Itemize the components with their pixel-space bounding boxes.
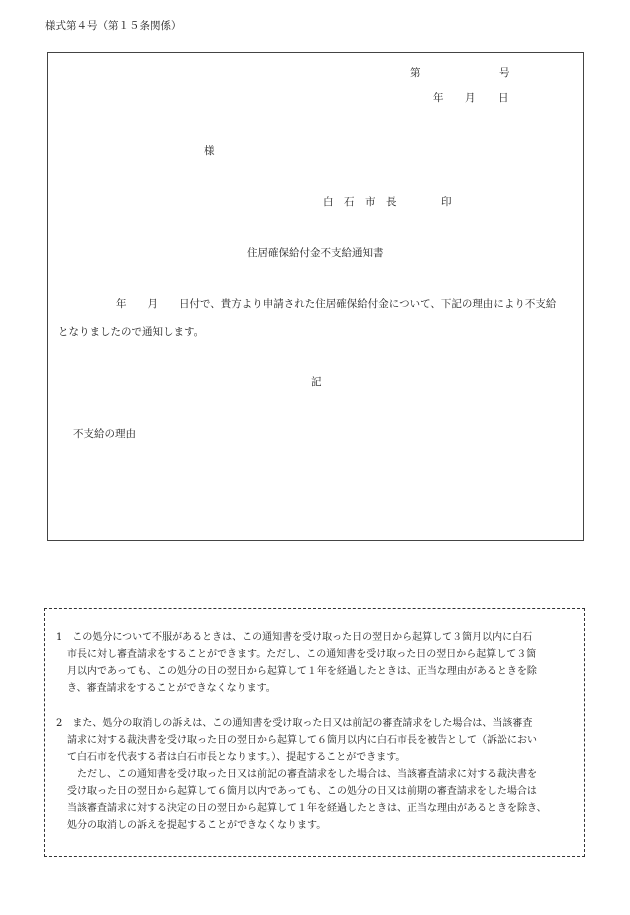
document-number-prefix: 第 [410, 67, 421, 79]
notice-form-box [47, 52, 584, 541]
body-line-1: 年 月 日付で、貴方より申請された住居確保給付金について、下記の理由により不支給 [116, 298, 557, 310]
date-year: 年 [433, 92, 444, 104]
notice-item-2-line-6: 当該審査請求に対する決定の日の翌日から起算して１年を経過したときは、正当な理由があるときを除き、 [67, 803, 547, 814]
date-day: 日 [498, 92, 509, 104]
notice-item-2-line-1: 2 また、処分の取消しの訴えは、この通知書を受け取った日又は前記の審査請求をした場合は、当該審査 [56, 718, 533, 729]
document-number-suffix: 号 [499, 67, 510, 79]
issuer-name: 白 石 市 長 [323, 196, 397, 208]
ki-heading: 記 [311, 376, 322, 388]
notice-item-1-line-1: 1 この処分について不服があるときは、この通知書を受け取った日の翌日から起算して３箇月以内に白石 [56, 632, 533, 643]
reason-label: 不支給の理由 [73, 428, 136, 440]
notice-item-2-line-2: 請求に対する裁決書を受け取った日の翌日から起算して６箇月以内に白石市長を被告として（訴訟におい [67, 735, 537, 746]
notice-item-2-line-4: ただし、この通知書を受け取った日又は前記の審査請求をした場合は、当該審査請求に対する裁決書を [77, 769, 537, 780]
appeal-notice-box [44, 608, 585, 857]
form-number-label: 様式第４号（第１５条関係） [45, 20, 182, 32]
notice-item-2-line-5: 受け取った日の翌日から起算して６箇月以内であっても、この処分の日又は前期の審査請求をした場合は [67, 786, 537, 797]
notice-item-1-line-4: き、審査請求をすることができなくなります。 [67, 683, 276, 694]
issuer-seal: 印 [441, 196, 452, 208]
addressee-honorific: 様 [204, 145, 215, 157]
document-title: 住居確保給付金不支給通知書 [247, 247, 384, 259]
body-line-2: となりましたので通知します。 [58, 326, 205, 338]
notice-item-2-line-7: 処分の取消しの訴えを提起することができなくなります。 [67, 820, 327, 831]
date-month: 月 [465, 92, 476, 104]
notice-item-2-line-3: て白石市を代表する者は白石市長となります。）、提起することができます。 [67, 752, 406, 763]
notice-item-1-line-2: 市長に対し審査請求をすることができます。ただし、この通知書を受け取った日の翌日から起算して３箇 [67, 649, 537, 660]
notice-item-1-line-3: 月以内であっても、この処分の日の翌日から起算して１年を経過したときは、正当な理由があるときを除 [67, 666, 537, 677]
